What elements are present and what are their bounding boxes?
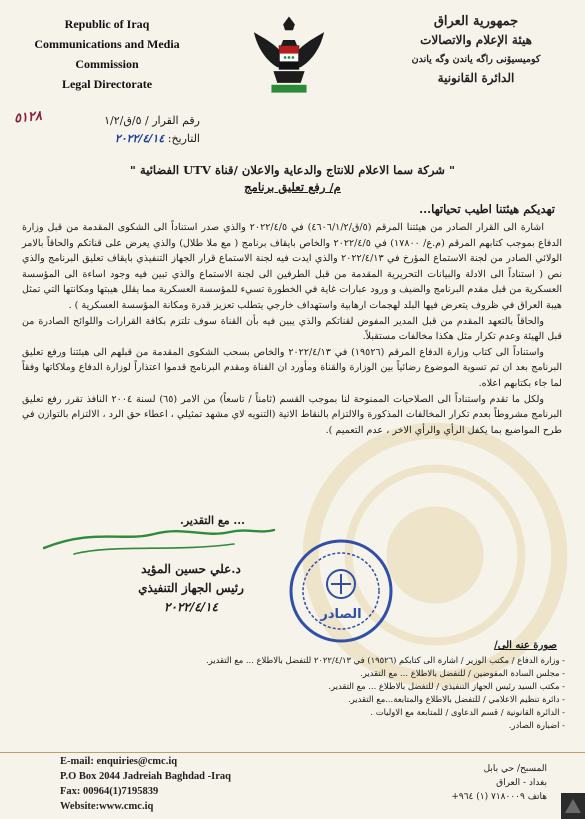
header-en-line: Communications and Media: [34, 37, 180, 51]
body-paragraph: ولكل ما تقدم واستناداً الى الصلاحيات الممنوحة لنا بموجب القسم (ثامناً / تاسعاً) من الامر (٦٥) لسنة ٢٠٠٤ النافذ تقرر رفع تعليق البرنامج مشروطاً بعدم تكرار المخالفات المذكورة والالتزام بالنقاط الاتية (التنويه لاي مشهد تمثيلي ، اعطاء حق الرد ، الالتزام بالتوازن في طرح المواضيع بما يكفل الرأي والرأي الاخر ، عدم التعميم ).: [22, 393, 562, 436]
header-ar-line: هيئة الإعلام والاتصالات: [420, 33, 532, 47]
footer-address: P.O Box 2044 Jadreiah Baghdad -Iraq: [60, 771, 231, 782]
signer-name: د.علي حسين المؤيد: [141, 562, 241, 576]
body-paragraph: اشارة الى القرار الصادر من هيئتنا المرقم (٥/ق/٤٦٠٦/١/٢) في ٢٠٢٢/٤/٥ والذي صدر استناداً الى الشكوى المقدمة من قبل وزارة الدفاع بموجب كتابهم المرقم (م.ع/ ١٧٨٠٠) في ٢٠٢٢/٤/٥ والخاص بايقاف برنامج ( مع ملا طلال) والذي يعرض على قناتكم والحاقاً بالامر الولائي الصادر من لجنة الاستماع المؤرخ في ٢٠٢٢/٤/١٣ والذي ايدت فيه لجنة الاستماع قرار الجهاز التنفيذي بايقاف تعليق البرنامج والذي نص ( استناداً الى الادلة والبيانات التحريرية المقدمة من قبل الطرفين الى لجنة الاستماع والذي تبين فيه وجود اساءة الى المؤسسة العسكرية من قبل مقدم البرنامج والضيف و ورود عبارات غاية في الخطورة تسيء للمؤسسة العسكرية مما يقلل هيبتها ومكانتها التي تمثل هيبة العراق في ظروف يتعرض فيها البلد لهجمات ارهابية واستهداف خارجي يتطلب تعزيز قدرة ومكانة المؤسسة العسكرية ) .: [22, 222, 562, 311]
footer-email: E-mail: enquiries@cmc.iq: [60, 756, 178, 767]
footer-ar-line: المسبح/ حي بابل: [483, 764, 547, 774]
subject-block: [20, 162, 565, 196]
cc-item: - وزارة الدفاع / مكتب الوزير / اشارة الى كتابكم (١٩٥٢٦) في ٢٠٢٢/٤/١٣ للتفضل بالاطلاع ... مع التقدير.: [65, 654, 565, 667]
header-ar-line: الدائرة القانونية: [437, 71, 515, 85]
closing-regards: ... مع التقدير.: [180, 514, 245, 527]
cc-item: - اضبارة الصادر.: [65, 719, 565, 732]
footer-ar-line: بغداد - العراق: [496, 778, 547, 788]
cc-list: [65, 654, 565, 732]
footer-contact-ar: [451, 762, 547, 804]
handwritten-signature: [34, 508, 284, 568]
footer-divider: [0, 752, 585, 753]
letter-body: [22, 220, 562, 438]
decision-meta: [60, 112, 200, 148]
signature-block: [116, 560, 266, 617]
subject-line: م/ رفع تعليق برنامج: [244, 180, 341, 194]
signature-date: ٢٠٢٢/٤/١٤: [164, 600, 218, 614]
addressee: " شركة سما الاعلام للانتاج والدعاية والاعلان /قناة UTV الفضائية ": [129, 163, 456, 177]
official-stamp-icon: [286, 538, 396, 644]
handwritten-reference: ٥١٢٨: [13, 108, 43, 127]
iraq-eagle-emblem-icon: [250, 10, 328, 105]
cc-item: - الدائرة القانونية / قسم الدعاوى / للمتابعة مع الاوليات .: [65, 706, 565, 719]
arabic-letterhead: [381, 12, 571, 88]
header-ar-line: جمهورية العراق: [433, 14, 519, 29]
cc-item: - مكتب السيد رئيس الجهاز التنفيذي / للتفضل بالاطلاع ... مع التقدير.: [65, 680, 565, 693]
footer-website: Website:www.cmc.iq: [60, 801, 154, 812]
english-letterhead: [22, 14, 192, 94]
header-en-line: Commission: [75, 57, 139, 71]
decision-number: رقم القرار / ٥/ق/١/٢: [104, 114, 200, 127]
stamp-label: الصادر: [320, 607, 362, 622]
footer-ar-line: هاتف ٧١٨٠٠٠٩ (١) ٩٦٤+: [451, 792, 547, 802]
header-ar-line: كوميسيۆنى راگه ياندن وگه ياندن: [411, 54, 541, 65]
body-paragraph: واستناداً الى كتاب وزارة الدفاع المرقم (١٩٥٢٦) في ٢٠٢٢/٤/١٣ والخاص بسحب الشكوى المقدمة من قبلهم الى هيئتنا ورفع تعليق البرنامج بعد ان تم تسوية الموضوع رضائياً بين الوزارة والقناة ومأورد ان القناة ومقدم البرنامج قدموا اعتذاراً لوزارة الدفاع وملاكاتها وفقاً لما جاء بكتابهم اعلاه.: [22, 346, 562, 389]
body-paragraph: والحاقاً بالتعهد المقدم من قبل المدير المفوض لقناتكم والذي يبين فيه بأن القناة سوف تلتزم بكافة القرارات واللوائح الصادرة من قبل الهيئة وعدم تكرار مثل هكذا مخالفات مستقبلاً.: [22, 315, 562, 343]
date-value: ٢٠٢٢/٤/١٤: [114, 132, 165, 145]
header-en-line: Legal Directorate: [61, 77, 153, 91]
corner-mark-icon: [561, 793, 585, 819]
header-en-line: Republic of Iraq: [64, 17, 150, 31]
date-label: التاريخ:: [167, 132, 200, 145]
cc-item: - دائرة تنظيم الاعلامي / للتفضل بالاطلاع والمتابعة...مع التقدير.: [65, 693, 565, 706]
footer-contact-en: [60, 754, 231, 814]
cc-item: - مجلس السادة المفوضين / للتفضل بالاطلاع ... مع التقدير.: [65, 667, 565, 680]
footer-fax: Fax: 00964(1)7195839: [60, 786, 159, 797]
greeting: تهديكم هيئتنا اطيب تحياتها...: [419, 202, 555, 216]
cc-title: صورة عنه الى/: [494, 640, 557, 651]
signer-title: رئيس الجهاز التنفيذي: [138, 581, 244, 595]
decision-date: [60, 130, 200, 148]
